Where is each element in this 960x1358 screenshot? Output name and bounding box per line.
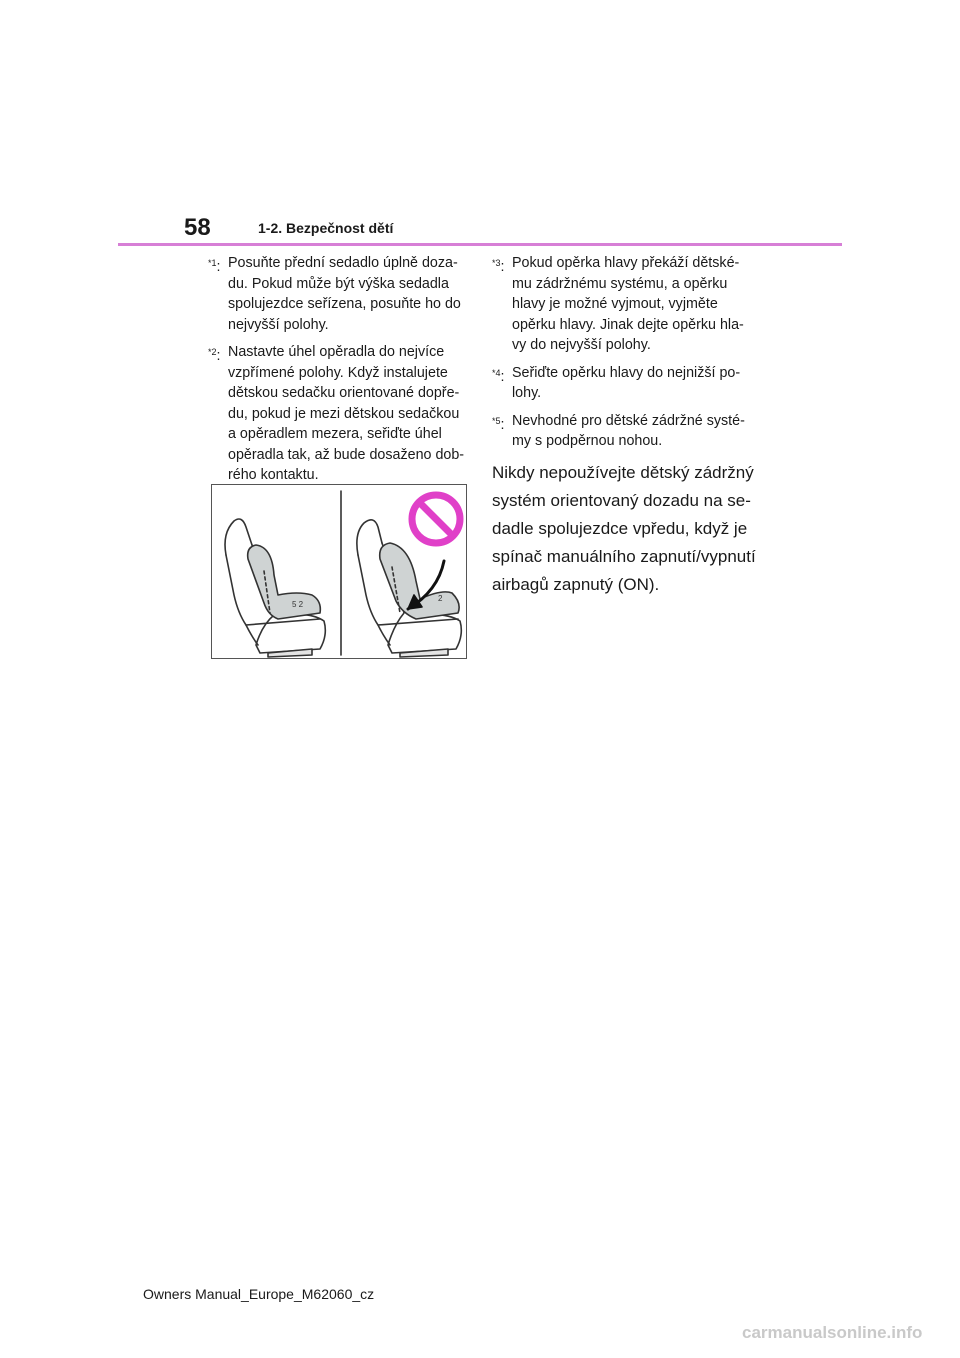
svg-text:2: 2	[438, 594, 443, 603]
warning-line: spínač manuálního zapnutí/vypnutí	[492, 546, 756, 566]
child-seat-figure	[211, 484, 467, 659]
note-line: Nevhodné pro dětské zádržné systé-	[512, 412, 745, 429]
note-line: my s podpěrnou nohou.	[512, 433, 663, 449]
right-column	[492, 253, 754, 599]
header-divider	[118, 243, 842, 246]
page-number: 58	[184, 214, 211, 241]
note-line: rého kontaktu.	[228, 467, 319, 483]
footnote-marker: $^{*2}$:	[208, 347, 221, 364]
note-line: a opěradlem mezera, seřiďte úhel	[228, 426, 442, 442]
warning-line: Nikdy nepoužívejte dětský zádržný	[492, 462, 754, 482]
svg-text:5 2: 5 2	[292, 600, 304, 609]
note-line: nejvyšší polohy.	[228, 316, 329, 333]
airbag-warning-text	[492, 459, 754, 599]
footnote-marker: $^{*3}$:	[492, 258, 505, 275]
watermark: carmanualsonline.info	[742, 1323, 923, 1342]
warning-line: airbagů zapnutý (ON).	[492, 574, 660, 594]
footnote-4	[492, 363, 754, 404]
note-line: opěrku hlavy. Jinak dejte opěrku hla-	[512, 316, 744, 333]
footnote-marker: $^{*4}$:	[492, 367, 505, 385]
footnote-2	[208, 342, 470, 486]
note-line: vzpřímené polohy. Když instalujete	[228, 364, 448, 381]
warning-line: dadle spolujezdce vpředu, když je	[492, 518, 748, 538]
section-title: 1-2. Bezpečnost dětí	[258, 220, 394, 236]
note-line: Seřiďte opěrku hlavy do nejnižší po-	[512, 364, 741, 381]
footnote-5	[492, 411, 754, 452]
note-line: lohy.	[512, 385, 542, 401]
note-line: du. Pokud může být výška sedadla	[228, 275, 449, 292]
footnote-3	[492, 253, 754, 356]
note-line: dětskou sedačku orientované dopře-	[228, 385, 460, 401]
note-line: vy do nejvyšší polohy.	[512, 337, 651, 353]
footnote-marker: $^{*1}$:	[208, 258, 221, 275]
note-line: spolujezdce seřízena, posuňte ho do	[228, 296, 461, 312]
footnote-1	[208, 253, 470, 335]
note-line: Nastavte úhel opěradla do nejvíce	[228, 344, 445, 360]
note-line: hlavy je možné vyjmout, vyjměte	[512, 296, 718, 312]
seat-with-child-seat-illustration	[225, 519, 325, 657]
left-column	[208, 253, 470, 493]
warning-line: systém orientovaný dozadu na se-	[492, 490, 751, 510]
footnote-marker: $^{*5}$:	[492, 415, 505, 433]
note-line: Pokud opěrka hlavy překáží dětské-	[512, 255, 740, 271]
prohibited-icon	[412, 495, 460, 543]
footer-manual-id: Owners Manual_Europe_M62060_cz	[143, 1286, 375, 1302]
note-line: du, pokud je mezi dětskou sedačkou	[228, 405, 460, 422]
seat-illustration	[212, 485, 466, 658]
note-line: mu zádržnému systému, a opěrku	[512, 275, 728, 292]
note-line: opěradla tak, až bude dosaženo dob-	[228, 446, 465, 463]
note-line: Posuňte přední sedadlo úplně doza-	[228, 255, 458, 271]
